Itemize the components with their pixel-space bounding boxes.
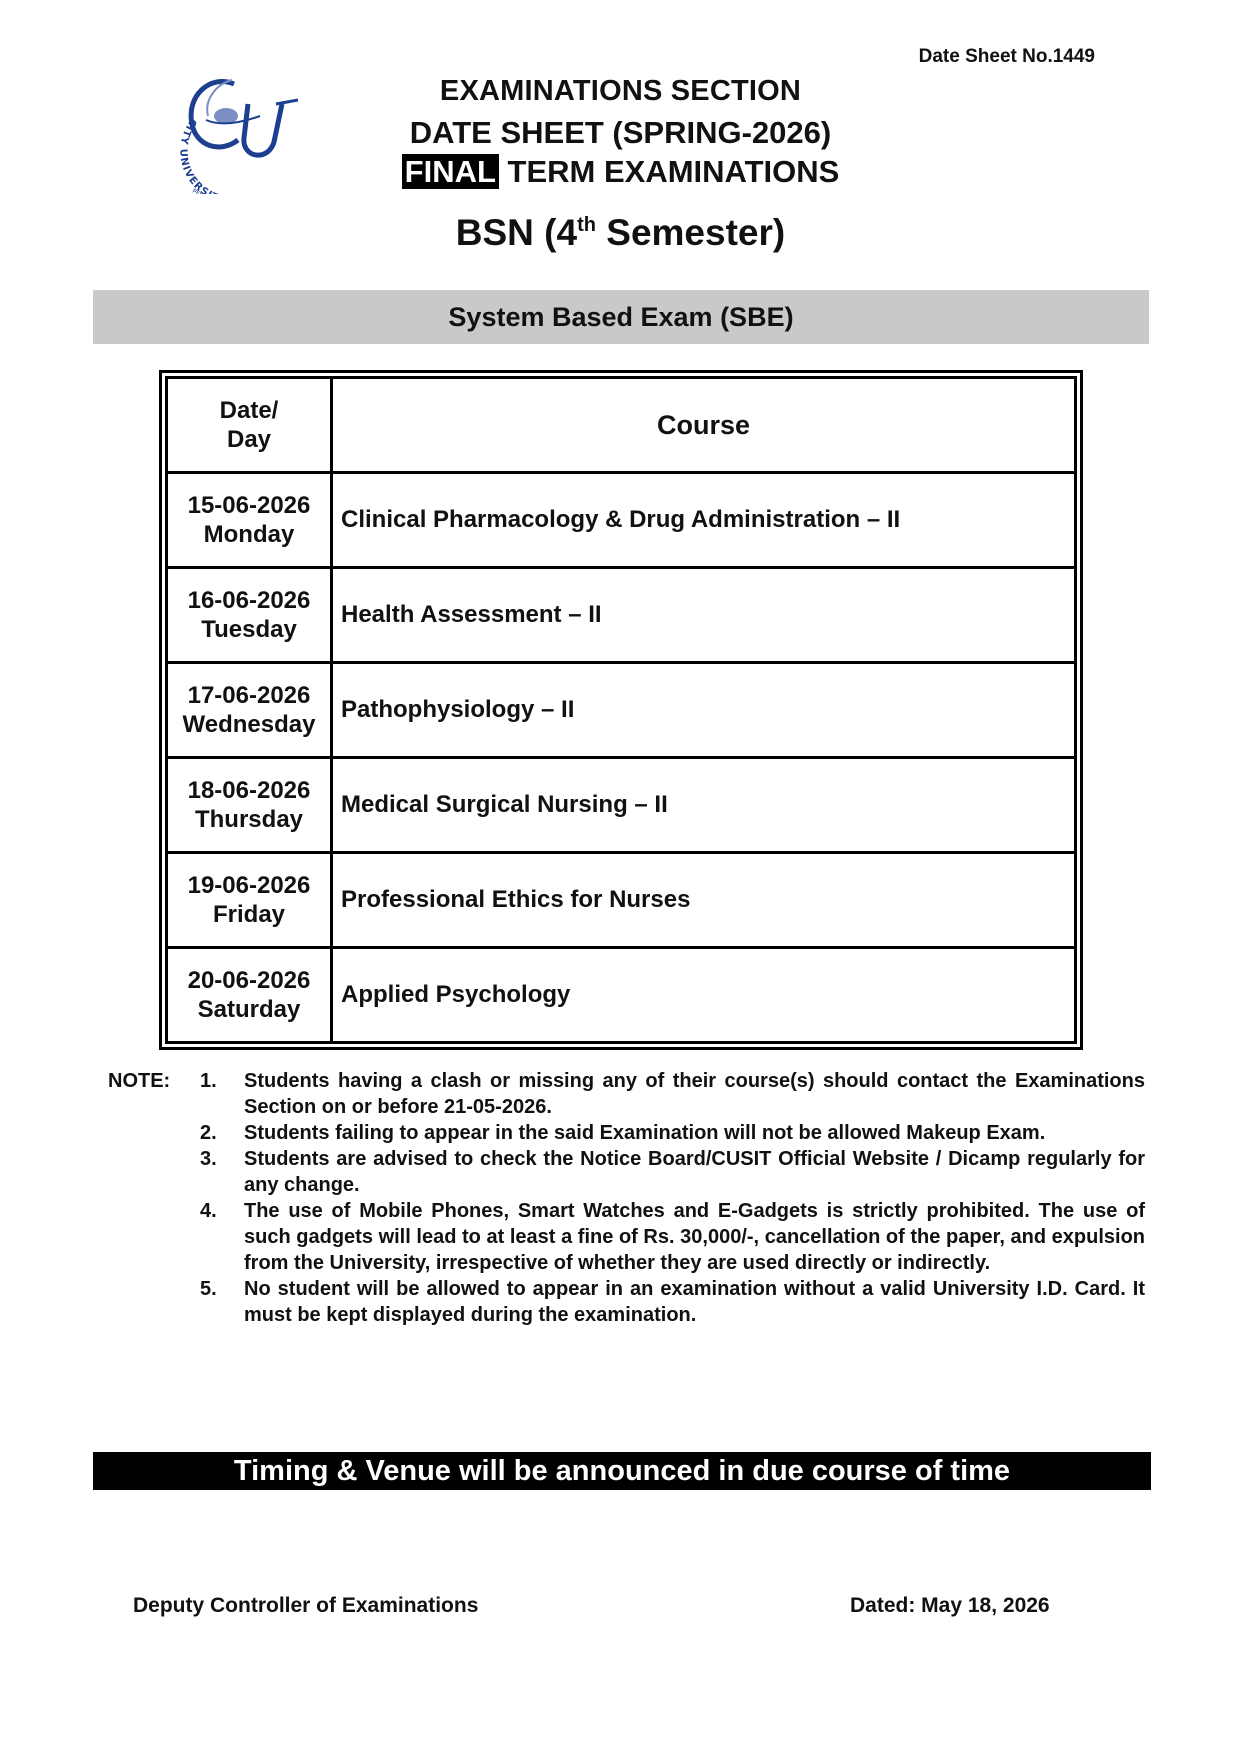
exam-date: 18-06-2026 bbox=[187, 777, 311, 804]
exam-day: Wednesday bbox=[182, 711, 316, 738]
note-label: NOTE: bbox=[108, 1070, 171, 1092]
date-sheet-number: Date Sheet No.1449 bbox=[918, 46, 1095, 67]
date-cell bbox=[167, 948, 332, 1043]
course-cell: Pathophysiology – II bbox=[332, 663, 1076, 758]
note-number: 3. bbox=[200, 1148, 217, 1170]
date-cell bbox=[167, 568, 332, 663]
program-name: BSN (4 bbox=[455, 212, 578, 253]
table-row bbox=[167, 758, 1076, 853]
date-cell bbox=[167, 473, 332, 568]
note-text: Students failing to appear in the said Examination will not be allowed Makeup Exam. bbox=[244, 1122, 1046, 1144]
table-row bbox=[167, 853, 1076, 948]
date-sheet-title: DATE SHEET (SPRING-2026) bbox=[409, 115, 832, 150]
notes-section bbox=[108, 1068, 1145, 1328]
note-text: Students are advised to check the Notice Board/CUSIT Official Website / Dicamp regularly for any change. bbox=[244, 1148, 1145, 1196]
program-superscript: th bbox=[577, 214, 596, 236]
date-cell bbox=[167, 758, 332, 853]
exam-date: 17-06-2026 bbox=[187, 682, 311, 709]
exam-day: Saturday bbox=[197, 996, 301, 1023]
signatory-title: Deputy Controller of Examinations bbox=[133, 1594, 479, 1617]
note-text: Students having a clash or missing any of their course(s) should contact the Examinations Section on or before 21-05-2026. bbox=[244, 1070, 1145, 1118]
table-row bbox=[167, 663, 1076, 758]
logo-ring-text: CITY UNIVERS bbox=[177, 116, 211, 194]
note-item bbox=[200, 1198, 1145, 1276]
course-cell: Health Assessment – II bbox=[332, 568, 1076, 663]
course-cell: Professional Ethics for Nurses bbox=[332, 853, 1076, 948]
program-title bbox=[0, 212, 1241, 254]
exam-day: Tuesday bbox=[201, 616, 297, 643]
note-text: The use of Mobile Phones, Smart Watches and E-Gadgets is strictly prohibited. The use of such gadgets will lead to at least a fine of Rs. 30,000/-, cancellation of the paper, and expulsion from the University, irrespective of whether they are used directly or indirectly. bbox=[244, 1200, 1145, 1274]
exam-date: 19-06-2026 bbox=[187, 872, 311, 899]
note-item bbox=[200, 1068, 1145, 1120]
note-text: No student will be allowed to appear in an examination without a valid University I.D. Card. It must be kept displayed during the examination. bbox=[244, 1278, 1145, 1326]
note-item bbox=[200, 1146, 1145, 1198]
examinations-section-title: EXAMINATIONS SECTION bbox=[439, 75, 802, 107]
course-cell: Clinical Pharmacology & Drug Administration – II bbox=[332, 473, 1076, 568]
note-item bbox=[200, 1276, 1145, 1328]
course-cell: Medical Surgical Nursing – II bbox=[332, 758, 1076, 853]
term-title-rest: TERM EXAMINATIONS bbox=[507, 154, 840, 189]
exam-date: 20-06-2026 bbox=[187, 967, 311, 994]
date-day-column-header bbox=[167, 378, 332, 473]
note-item bbox=[200, 1120, 1145, 1146]
exam-date: 16-06-2026 bbox=[187, 587, 311, 614]
date-cell bbox=[167, 663, 332, 758]
exam-date: 15-06-2026 bbox=[187, 492, 311, 519]
exam-day: Monday bbox=[203, 521, 295, 548]
exam-day: Friday bbox=[212, 901, 286, 928]
table-row bbox=[167, 948, 1076, 1043]
table-header-row bbox=[167, 378, 1076, 473]
note-number: 2. bbox=[200, 1122, 217, 1144]
date-header-line: Date/ bbox=[219, 397, 279, 424]
date-sheet-table bbox=[159, 370, 1083, 1050]
table-row bbox=[167, 568, 1076, 663]
table-row bbox=[167, 473, 1076, 568]
final-badge: FINAL bbox=[402, 154, 499, 189]
course-cell: Applied Psychology bbox=[332, 948, 1076, 1043]
date-cell bbox=[167, 853, 332, 948]
note-number: 4. bbox=[200, 1200, 217, 1222]
course-column-header: Course bbox=[332, 378, 1076, 473]
exam-type-bar: System Based Exam (SBE) bbox=[93, 290, 1149, 344]
exam-day: Thursday bbox=[194, 806, 304, 833]
day-header-line: Day bbox=[226, 426, 272, 453]
note-number: 5. bbox=[200, 1278, 217, 1300]
note-number: 1. bbox=[200, 1070, 217, 1092]
program-semester: Semester) bbox=[606, 212, 786, 253]
timing-venue-banner: Timing & Venue will be announced in due course of time bbox=[93, 1452, 1151, 1490]
term-title bbox=[0, 154, 1241, 190]
dated-label: Dated: May 18, 2026 bbox=[850, 1594, 1050, 1617]
